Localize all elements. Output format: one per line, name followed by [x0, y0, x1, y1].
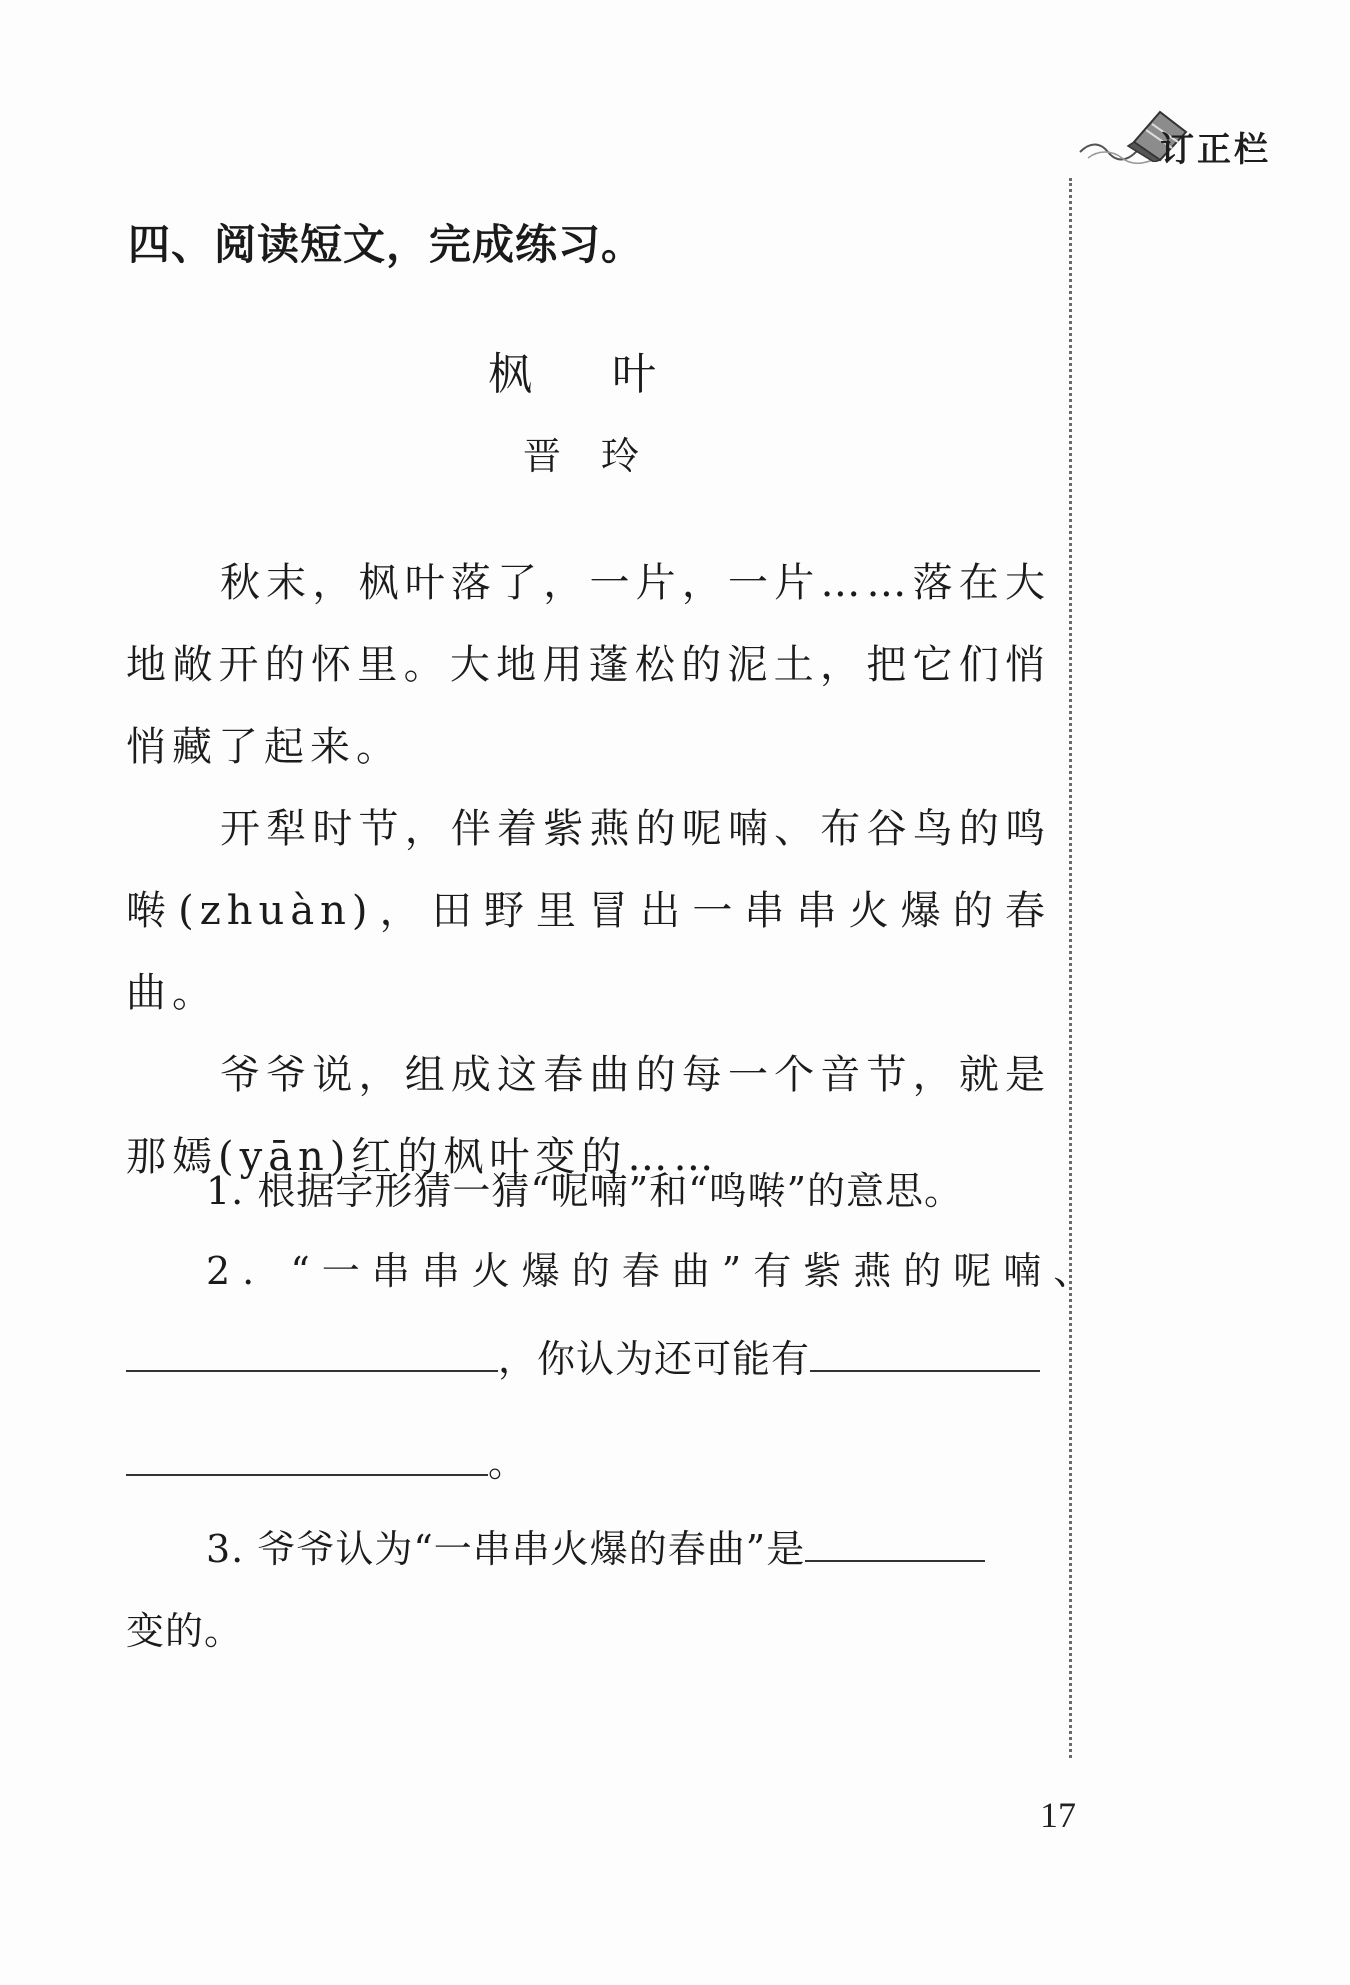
question-2: 2. “一串串火爆的春曲”有紫燕的呢喃、 — [206, 1249, 1104, 1293]
reading-passage — [126, 542, 1051, 1198]
question-2-answer-line-2 — [126, 1432, 527, 1487]
passage-paragraph-3: 爷爷说，组成这春曲的每一个音节，就是那嫣(yān)红的枫叶变的…… — [126, 1052, 1051, 1180]
passage-paragraph-2: 开犁时节，伴着紫燕的呢喃、布谷鸟的鸣啭(zhuàn)，田野里冒出一串串火爆的春曲。 — [126, 806, 1051, 1016]
question-3-text: 3. 爷爷认为“一串串火爆的春曲”是 — [206, 1527, 806, 1571]
answer-blank[interactable] — [805, 1522, 985, 1562]
article-author: 晋玲 — [523, 434, 680, 478]
question-3 — [206, 1518, 985, 1573]
answer-blank[interactable] — [126, 1436, 488, 1476]
question-2-end-text: 。 — [488, 1441, 528, 1485]
section-heading: 四、阅读短文，完成练习。 — [128, 220, 645, 269]
answer-blank[interactable] — [126, 1332, 498, 1372]
correction-column-label: 订正栏 — [1160, 130, 1271, 170]
answer-blank[interactable] — [810, 1332, 1040, 1372]
correction-column-divider — [1069, 178, 1072, 1758]
question-2-answer-line — [126, 1328, 1051, 1383]
page-number: 17 — [1040, 1795, 1076, 1835]
question-2-middle-text: ，你认为还可能有 — [498, 1337, 811, 1381]
question-3-end: 变的。 — [126, 1609, 244, 1653]
article-title: 枫叶 — [488, 349, 736, 400]
question-1: 1. 根据字形猜一猜“呢喃”和“鸣啭”的意思。 — [206, 1169, 964, 1213]
passage-paragraph-1: 秋末，枫叶落了，一片，一片……落在大地敞开的怀里。大地用蓬松的泥土，把它们悄悄藏了起来。 — [126, 560, 1051, 770]
